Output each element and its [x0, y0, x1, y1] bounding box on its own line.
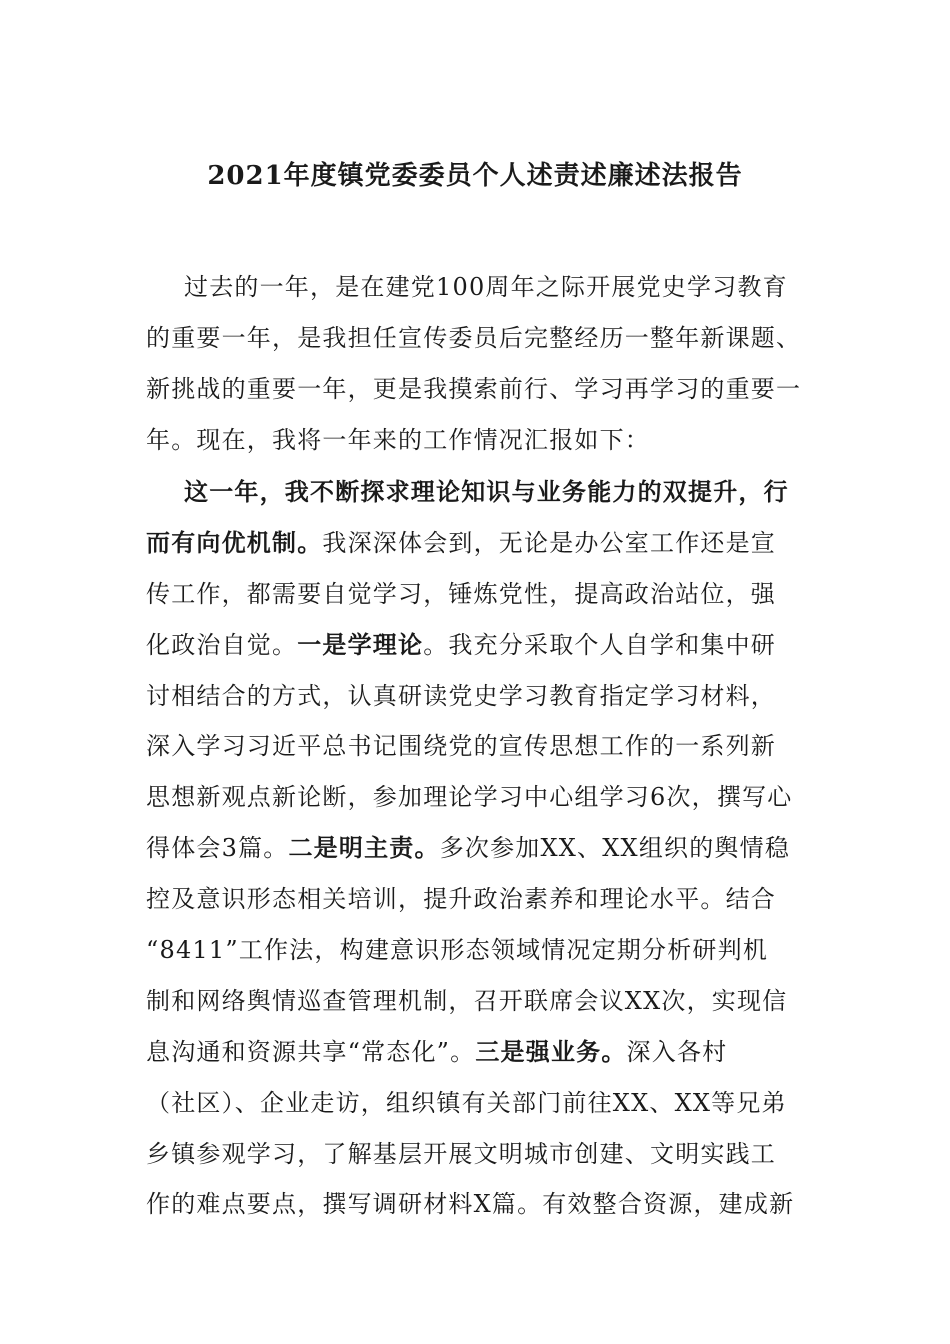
body-text-segment: 息沟通和资源共享“常态化”。 [146, 1037, 476, 1066]
text-line: 传工作，都需要自觉学习，锤炼党性，提高政治站位，强 [146, 579, 776, 608]
body-text-segment: 我深深体会到，无论是办公室工作还是宣 [322, 528, 777, 557]
text-line: 制和网络舆情巡查管理机制，召开联席会议XX次，实现信 [146, 986, 788, 1015]
body-text-segment: 得体会3篇。 [146, 834, 289, 863]
bold-point-two: 二是明主责。 [288, 833, 440, 863]
text-line: 深入学习习近平总书记围绕党的宣传思想工作的一系列新 [146, 732, 776, 761]
text-line [146, 1027, 810, 1078]
text-line: 控及意识形态相关培训，提升政治素养和理论水平。结合 [146, 885, 776, 914]
text-line: 年。现在，我将一年来的工作情况汇报如下： [146, 425, 650, 454]
text-line: 思想新观点新论断，参加理论学习中心组学习6次，撰写心 [146, 783, 793, 812]
text-line: 乡镇参观学习，了解基层开展文明城市创建、文明实践工 [146, 1139, 776, 1168]
text-line [146, 467, 810, 518]
text-line: 的重要一年，是我担任宣传委员后完整经历一整年新课题、 [146, 323, 802, 352]
body-text-segment: 化政治自觉。 [146, 630, 298, 659]
bold-point-three: 三是强业务。 [475, 1036, 627, 1066]
text-line: 讨相结合的方式，认真研读党史学习教育指定学习材料， [146, 681, 776, 710]
paragraph-intro [146, 262, 810, 466]
text-line: 新挑战的重要一年，更是我摸索前行、学习再学习的重要一 [146, 374, 802, 403]
document-title: 2021年度镇党委委员个人述责述廉述法报告 [207, 161, 743, 191]
text-line: 作的难点要点，撰写调研材料X篇。有效整合资源，建成新 [146, 1190, 795, 1219]
bold-heading-text: 这一年，我不断探求理论知识与业务能力的双提升，行 [184, 477, 789, 506]
body-text-segment: 。我充分采取个人自学和集中研 [423, 630, 777, 659]
paragraph-work-summary [146, 467, 810, 1230]
body-text-segment: 深入各村 [626, 1037, 728, 1066]
text-line: 过去的一年，是在建党100周年之际开展党史学习教育 [184, 273, 788, 301]
text-line: （社区）、企业走访，组织镇有关部门前往XX、XX等兄弟 [146, 1088, 787, 1117]
text-line [146, 620, 810, 671]
text-line [146, 823, 810, 874]
bold-heading-text: 而有向优机制。 [146, 527, 323, 557]
text-line [146, 518, 810, 569]
bold-point-one: 一是学理论 [297, 629, 424, 659]
text-line: “8411”工作法，构建意识形态领域情况定期分析研判机 [146, 936, 769, 965]
body-text-segment: 多次参加XX、XX组织的舆情稳 [439, 834, 791, 863]
